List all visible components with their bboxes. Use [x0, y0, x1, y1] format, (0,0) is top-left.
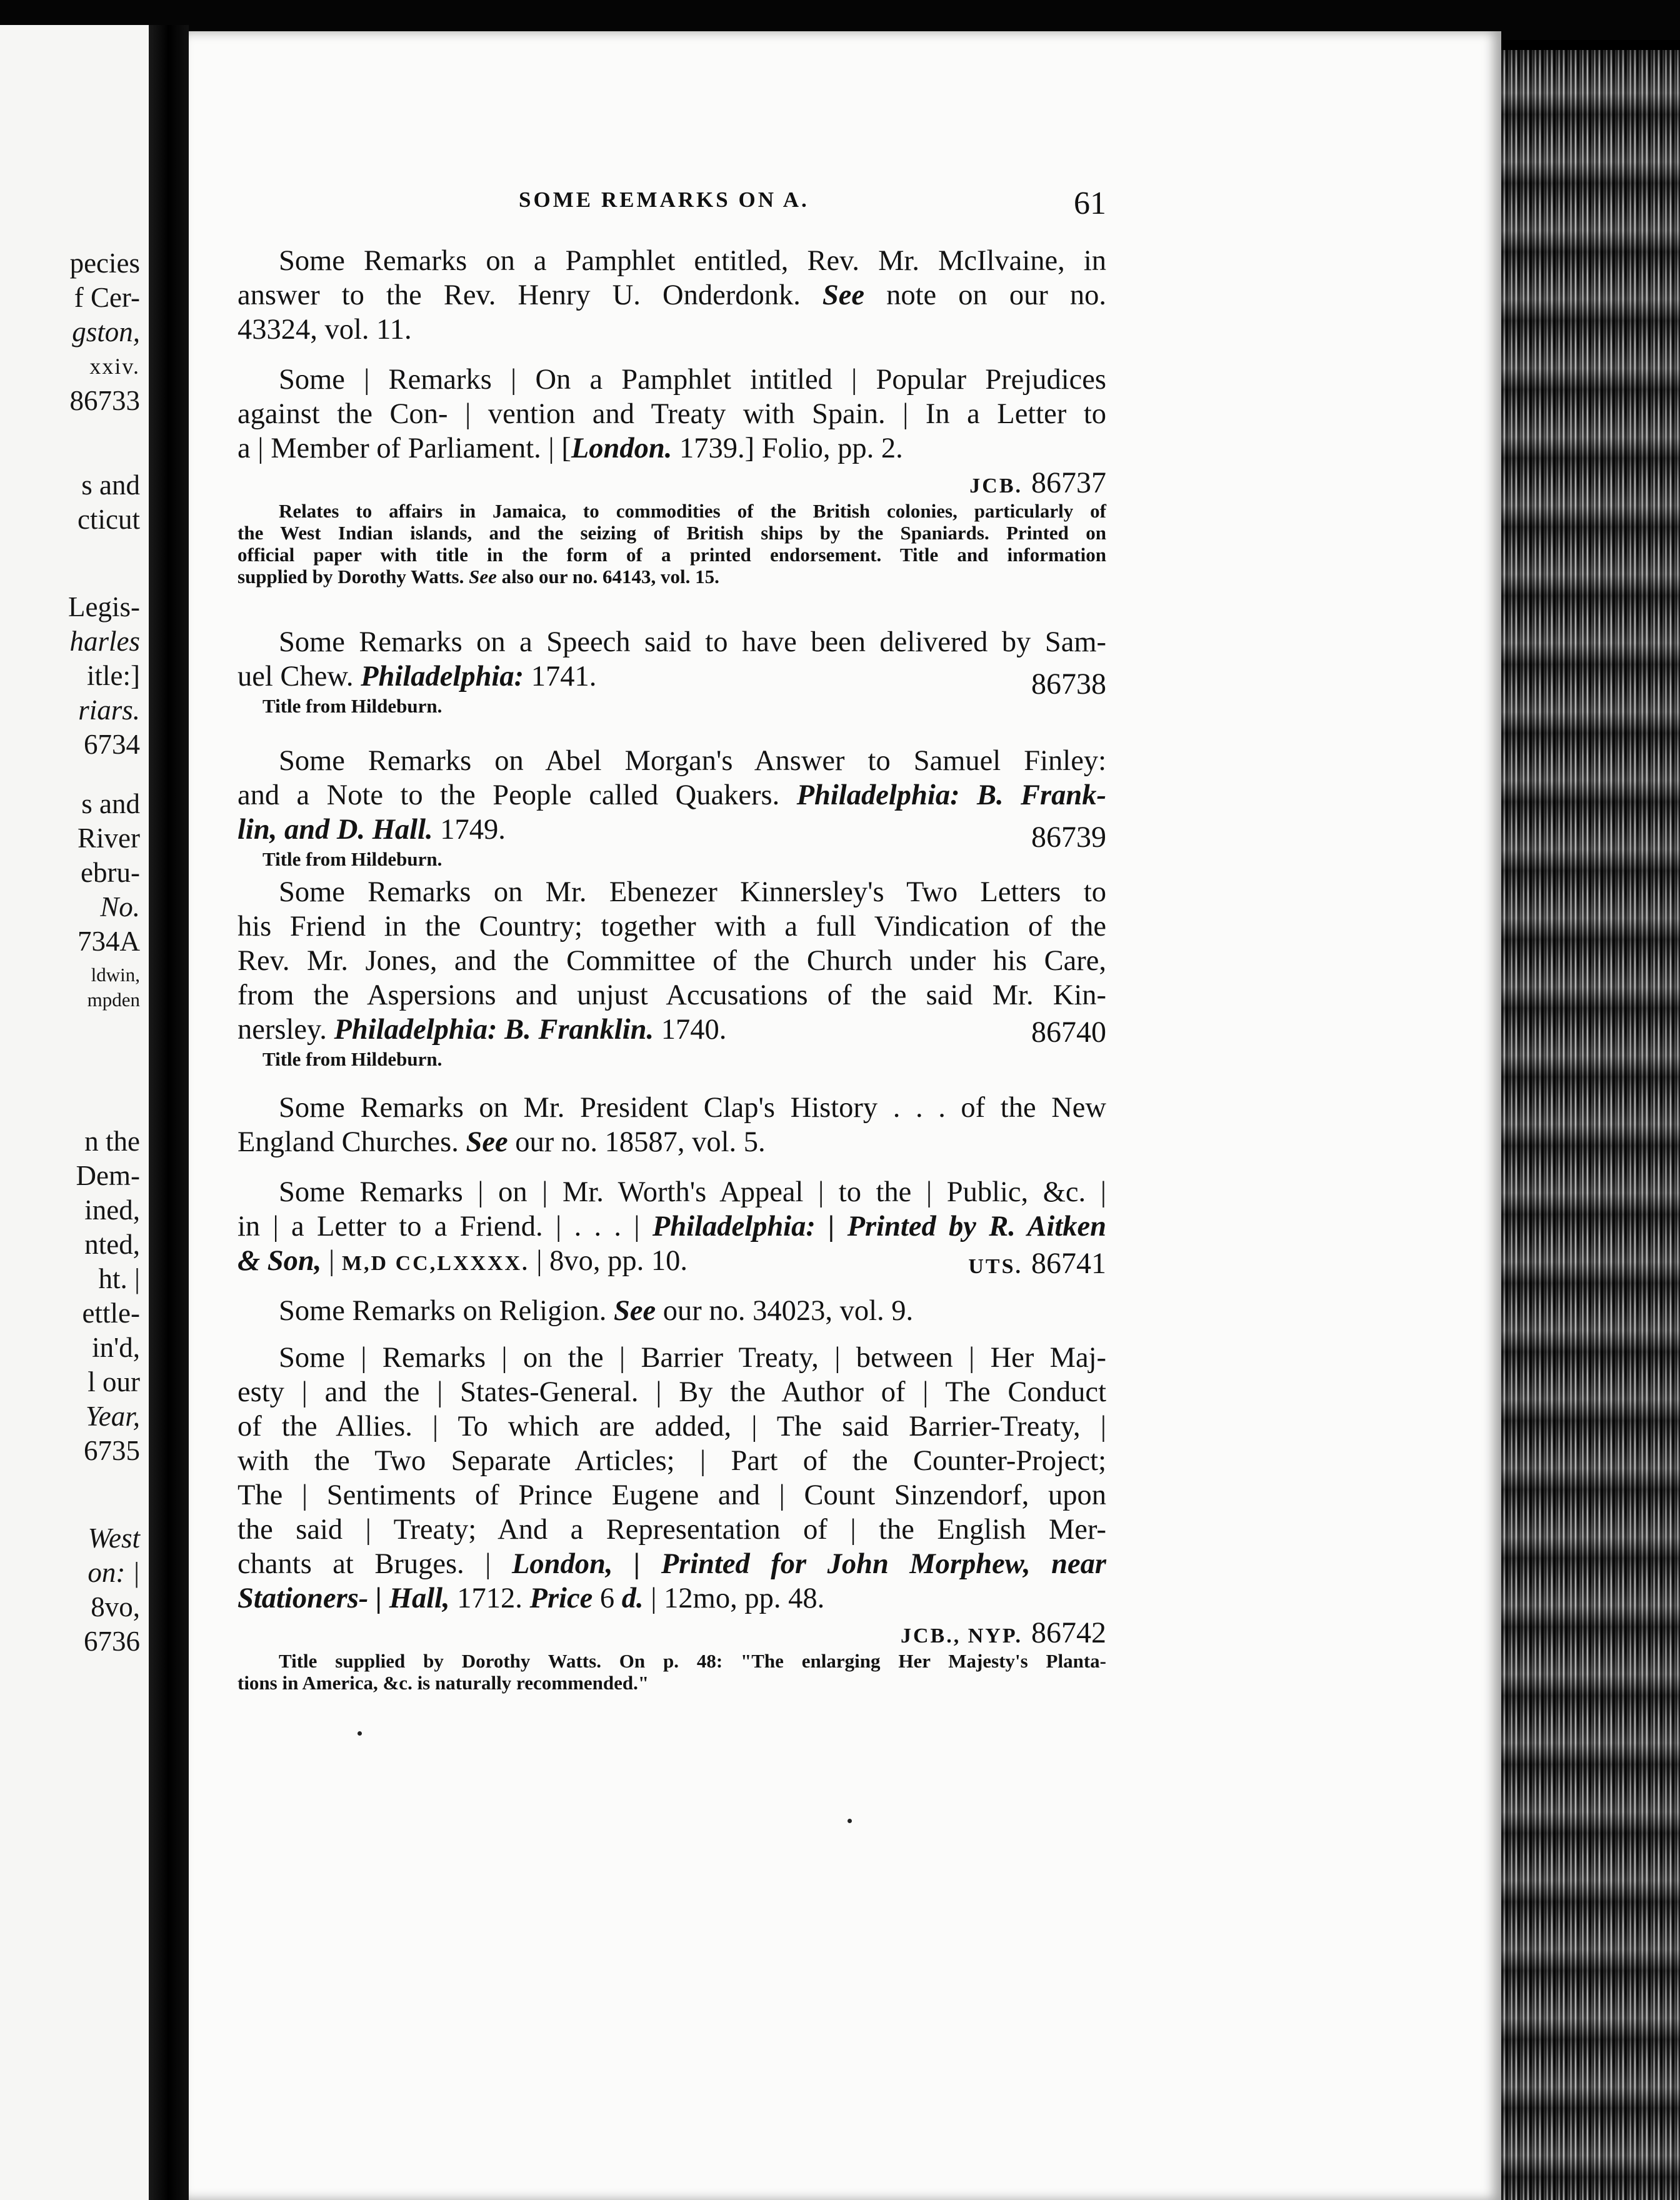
entry-text: 1739.] Folio, pp. 2.	[679, 432, 903, 464]
title-source-note: Title from Hildeburn.	[262, 1048, 442, 1070]
left-page-fragment: ldwin,	[91, 964, 140, 986]
price-value: 6	[599, 1582, 615, 1614]
entry-text: | 12mo, pp. 48.	[651, 1582, 825, 1614]
entry-number	[969, 466, 1106, 503]
imprint: London, | Printed for John Morphew, near	[511, 1548, 1106, 1580]
page-number: 61	[1074, 186, 1106, 221]
see-reference: See	[469, 566, 497, 588]
left-page-fragment: l our	[88, 1366, 140, 1398]
entry-86741	[238, 1175, 1106, 1281]
left-page-fragment: River	[78, 822, 140, 854]
entry-line	[238, 431, 1106, 466]
entry-86740	[238, 875, 1106, 1072]
print-speck	[358, 1731, 362, 1736]
imprint: Stationers- | Hall,	[238, 1582, 450, 1614]
left-page-fragment: f Cer-	[74, 282, 140, 313]
imprint: & Son,	[238, 1245, 322, 1277]
entry-line: Some Remarks on Mr. President Clap's History . . . of the New	[279, 1092, 1106, 1124]
left-page-fragment: xxiv.	[89, 354, 140, 379]
entry-text: 1712.	[457, 1582, 522, 1614]
entry-line	[238, 1244, 1106, 1281]
entry-86739	[238, 744, 1106, 872]
left-page-fragment: No.	[100, 891, 140, 922]
entry-line: Some Remarks on a Speech said to have been delivered by Sam-	[279, 626, 1106, 658]
note-text: also our no. 64143, vol. 15.	[501, 566, 719, 588]
entry-line: esty | and the | States-General. | By the Author of | The Conduct	[238, 1376, 1106, 1408]
entry-line	[238, 812, 1106, 854]
entry-line: Some Remarks | on | Mr. Worth's Appeal | to the | Public, &c. |	[279, 1176, 1106, 1208]
left-page-fragment: in'd,	[92, 1332, 140, 1363]
entry-text: note on our no.	[886, 279, 1107, 311]
entry-note-line	[238, 566, 1106, 588]
imprint-date: M,D CC,LXXXX.	[341, 1252, 529, 1275]
left-page-fragment: pecies	[69, 248, 140, 279]
entry-text: answer to the Rev. Henry U. Onderdonk.	[238, 279, 801, 311]
entry-text: in | a Letter to a Friend. | . . . |	[238, 1211, 640, 1242]
price-unit: d.	[621, 1582, 644, 1614]
entry-86738	[238, 625, 1106, 719]
imprint: Philadelphia: B. Franklin.	[334, 1014, 654, 1046]
entry-note-line: official paper with title in the form of a printed endorsement. Title and information	[238, 544, 1106, 566]
left-page-fragment: West	[88, 1522, 140, 1554]
entry-text: 1740.	[661, 1014, 727, 1046]
price-label: Price	[529, 1582, 593, 1614]
entry-line	[238, 1581, 1106, 1616]
entry-line: from the Aspersions and unjust Accusations of the said Mr. Kin-	[238, 979, 1106, 1011]
entry-line: 43324, vol. 11.	[238, 314, 412, 346]
library-siglum: JCB., NYP.	[901, 1624, 1022, 1648]
entry-text: our no. 18587, vol. 5.	[515, 1126, 766, 1158]
evans-number: 86742	[1031, 1616, 1106, 1649]
left-page-fragment: ebru-	[81, 857, 140, 888]
entry-text: | 8vo, pp. 10.	[536, 1245, 688, 1277]
running-head: SOME REMARKS ON A.	[519, 188, 809, 212]
left-page-fragment: Legis-	[68, 591, 140, 622]
imprint: lin, and D. Hall.	[238, 814, 433, 846]
left-page-fragment: 6734	[84, 729, 140, 760]
print-speck	[848, 1819, 852, 1823]
entry-note-line: tions in America, &c. is naturally recommended."	[238, 1672, 649, 1694]
page-edge-shading	[1501, 50, 1680, 2200]
entry-line	[238, 278, 1106, 312]
entry-line	[238, 778, 1106, 812]
entry-text: our no. 34023, vol. 9.	[662, 1295, 914, 1327]
entry-number	[968, 1246, 1106, 1284]
entry-line: his Friend in the Country; together with a full Vindication of the	[238, 911, 1106, 942]
evans-number: 86739	[1031, 821, 1106, 854]
entry-text: a | Member of Parliament. | [	[238, 432, 571, 464]
left-page-fragment: 6735	[84, 1435, 140, 1466]
entry-line	[238, 1125, 1106, 1159]
entry-text: uel Chew.	[238, 661, 354, 692]
entry-number-line	[238, 1616, 1106, 1650]
entry-86742	[238, 1341, 1106, 1694]
entry-text: nersley.	[238, 1014, 327, 1046]
imprint-place: Philadelphia:	[361, 661, 524, 692]
left-page-fragment: Dem-	[76, 1160, 140, 1191]
left-page-fragment: itle:]	[87, 660, 140, 691]
left-page-fragment: riars.	[78, 694, 140, 726]
left-page-fragment: n the	[84, 1126, 140, 1157]
library-siglum: JCB.	[969, 474, 1022, 498]
entry-line: Some Remarks on a Pamphlet entitled, Rev. Mr. McIlvaine, in	[279, 245, 1106, 277]
left-page-fragment: ht. |	[98, 1263, 140, 1294]
title-source-note: Title from Hildeburn.	[262, 848, 442, 870]
left-page-fragment: 734A	[78, 926, 140, 957]
entry-text: chants at Bruges. |	[238, 1548, 491, 1580]
entry-note-line: Relates to affairs in Jamaica, to commodities of the British colonies, particularly of	[279, 500, 1106, 522]
entry-line: The | Sentiments of Prince Eugene and | Count Sinzendorf, upon	[238, 1479, 1106, 1511]
entry-line: Some Remarks on Mr. Ebenezer Kinnersley's Two Letters to	[279, 876, 1106, 908]
left-page-fragment: ined,	[84, 1194, 140, 1226]
left-page-fragment: s and	[81, 469, 140, 501]
entry-line	[238, 659, 1106, 701]
imprint: Philadelphia: | Printed by R. Aitken	[652, 1211, 1107, 1242]
entry-line: of the Allies. | To which are added, | The said Barrier-Treaty, |	[238, 1411, 1106, 1442]
title-source-note: Title from Hildeburn.	[262, 695, 442, 717]
left-page-fragment: gston,	[72, 316, 140, 348]
evans-number: 86738	[1031, 668, 1106, 701]
entry-note-line: the West Indian islands, and the seizing of British ships by the Spaniards. Printed on	[238, 522, 1106, 544]
entry-line	[238, 1012, 1106, 1047]
entry-clap-history	[238, 1091, 1106, 1159]
book-gutter	[149, 25, 189, 2200]
entry-line: Some | Remarks | On a Pamphlet intitled | Popular Prejudices	[279, 364, 1106, 396]
left-page-fragment: mpden	[87, 989, 140, 1011]
entry-text: Some Remarks on Religion.	[279, 1295, 607, 1327]
entry-number	[901, 1616, 1106, 1653]
left-page-fragment: cticut	[78, 504, 140, 535]
left-page-fragment: nted,	[84, 1229, 140, 1260]
see-reference: See	[614, 1295, 656, 1327]
imprint-place: London.	[571, 432, 672, 464]
left-page-fragment: harles	[69, 626, 140, 657]
left-page-fragment: s and	[81, 788, 140, 819]
entry-text: England Churches.	[238, 1126, 459, 1158]
evans-number: 86741	[1031, 1247, 1106, 1280]
entry-text: 1749.	[440, 814, 506, 846]
note-text: supplied by Dorothy Watts.	[238, 566, 464, 588]
left-page-fragment: ettle-	[82, 1298, 140, 1329]
entry-line	[238, 1547, 1106, 1581]
left-page-fragment: 8vo,	[91, 1591, 140, 1622]
imprint: Philadelphia: B. Frank-	[796, 779, 1106, 811]
entry-line: Rev. Mr. Jones, and the Committee of the Church under his Care,	[238, 945, 1106, 977]
evans-number: 86737	[1031, 466, 1106, 499]
separator: |	[329, 1245, 335, 1277]
entry-line: with the Two Separate Articles; | Part of the Counter-Project;	[238, 1445, 1106, 1477]
entry-note-line: Title supplied by Dorothy Watts. On p. 48: "The enlarging Her Majesty's Planta-	[279, 1650, 1106, 1672]
see-reference: See	[466, 1126, 508, 1158]
entry-line: Some | Remarks | on the | Barrier Treaty, | between | Her Maj-	[279, 1342, 1106, 1374]
entry-line	[238, 1294, 1106, 1328]
left-page-fragment: 86733	[69, 385, 140, 416]
entry-line	[238, 1209, 1106, 1244]
left-page-fragment: 6736	[84, 1626, 140, 1657]
entry-line: Some Remarks on Abel Morgan's Answer to Samuel Finley:	[279, 745, 1106, 777]
entry-text: 1741.	[531, 661, 597, 692]
left-page-fragment: on: |	[88, 1557, 140, 1588]
entry-number-line	[238, 466, 1106, 500]
entry-line: the said | Treaty; And a Representation of | the English Mer-	[238, 1514, 1106, 1546]
entry-text: and a Note to the People called Quakers.	[238, 779, 780, 811]
left-page-fragment: Year,	[85, 1401, 140, 1432]
library-siglum: UTS.	[968, 1255, 1022, 1278]
entry-86737	[238, 362, 1106, 588]
entry-mcilvaine-pamphlet	[238, 244, 1106, 347]
entry-line: against the Con- | vention and Treaty with Spain. | In a Letter to	[238, 398, 1106, 430]
left-facing-page	[0, 25, 149, 2200]
see-reference: See	[822, 279, 865, 311]
evans-number: 86740	[1031, 1016, 1106, 1049]
entry-remarks-religion	[238, 1294, 1106, 1328]
